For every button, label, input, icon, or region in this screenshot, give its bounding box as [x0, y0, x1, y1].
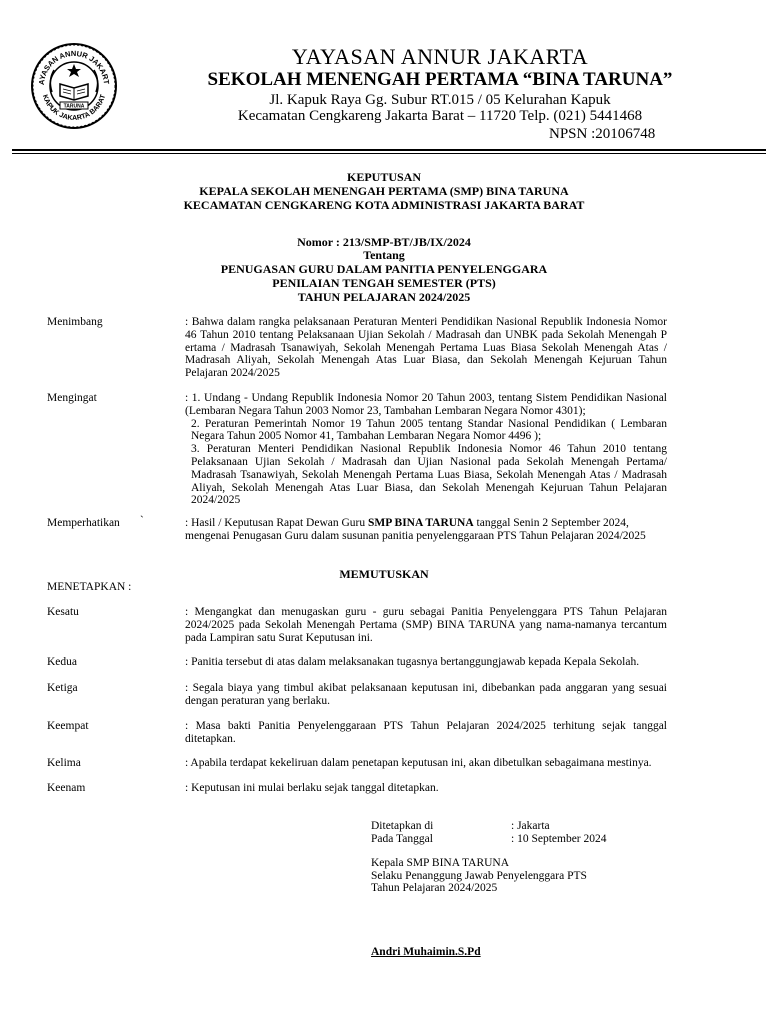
memperhatikan-school: SMP BINA TARUNA — [368, 517, 474, 529]
signatory-roles — [371, 857, 587, 895]
decision-label-kesatu: Kesatu — [47, 606, 79, 618]
school-logo — [30, 42, 118, 130]
signatory-role-1: Kepala SMP BINA TARUNA — [371, 857, 510, 869]
menimbang-text: : Bahwa dalam rangka pelaksanaan Peraturan Menteri Pendidikan Nasional Republik Indonesia Nomor 46 Tahun 2010 tentang Pelaksanaan Ujian Sekolah / Madrasah dan UNBK pada Sekolah Menengah P ertama / Madrasah Tsanawiyah, Sekolah Menengah Pertama Luas Biasa Sekolah Menengah Atas / Madrasah Aliyah, Sekolah Menengah Atas Luar Biasa, dan Sekolah Menengah Kejuruan Tahun Pelajaran 2024/2025 — [185, 316, 667, 380]
memutuskan-heading: MEMUTUSKAN — [339, 567, 429, 581]
subject-line-3: TAHUN PELAJARAN 2024/2025 — [297, 290, 471, 304]
school-name: SEKOLAH MENENGAH PERTAMA “BINA TARUNA” — [207, 69, 673, 90]
mengingat-item-1: : 1. Undang - Undang Republik Indonesia Nomor 20 Tahun 2003, tentang Sistem Pendidikan Nasional (Lembaran Negara Tahun 2003 Nomor 23, Tambahan Lembaran Negara Nomor 4301); — [185, 392, 667, 417]
place-label: Ditetapkan di — [371, 820, 434, 832]
foundation-name: YAYASAN ANNUR JAKARTA — [291, 44, 589, 69]
subject-line-2: PENILAIAN TENGAH SEMESTER (PTS) — [272, 276, 496, 290]
decision-text-kesatu: : Mengangkat dan menugaskan guru - guru sebagai Panitia Penyelenggara PTS Tahun Pelajaran 2024/2025 pada Sekolah Menengah Pertama (SMP) BINA TARUNA yang nama-namanya tercantum pada Lampiran satu Surat Keputusan ini. — [185, 606, 667, 644]
logo-text-top: AYASAN ANNUR JAKART — [36, 48, 111, 86]
decision-label-kelima: Kelima — [47, 757, 81, 769]
decision-label-kedua: Kedua — [47, 656, 78, 668]
subject-line-1: PENUGASAN GURU DALAM PANITIA PENYELENGGARA — [220, 262, 548, 276]
decision-label-keempat: Keempat — [47, 720, 89, 732]
decision-text-kedua: : Panitia tersebut di atas dalam melaksanakan tugasnya bertanggungjawab kepada Kepala Sekolah. — [185, 656, 640, 668]
decision-text-keenam: : Keputusan ini mulai berlaku sejak tanggal ditetapkan. — [185, 782, 439, 794]
decree-region: KECAMATAN CENGKARENG KOTA ADMINISTRASI JAKARTA BARAT — [183, 198, 585, 212]
menetapkan-label: MENETAPKAN : — [47, 581, 132, 593]
date-value: : 10 September 2024 — [511, 832, 607, 845]
logo-banner: TARUNA — [63, 103, 85, 110]
date-row — [371, 833, 607, 846]
mengingat-item-2: 2. Peraturan Pemerintah Nomor 19 Tahun 2005 tentang Standar Nasional Pendidikan ( Lembaran Negara Tahun 2005 Nomor 41, Tambahan Lembaran Negara Nomor 4496 ); — [191, 417, 667, 443]
tentang-label: Tentang — [363, 248, 405, 262]
signatory-role-2: Selaku Penanggung Jawab Penyelenggara PTS — [371, 869, 587, 882]
signatory-name: Andri Muhaimin.S.Pd — [371, 946, 481, 958]
mengingat-list — [185, 392, 667, 507]
place-value: : Jakarta — [511, 820, 550, 832]
logo-text-bottom: KAPUK JAKARTA BARAT — [40, 93, 108, 123]
memperhatikan-text — [185, 517, 655, 543]
decision-text-ketiga: : Segala biaya yang timbul akibat pelaksanaan keputusan ini, dibebankan pada anggaran yang sesuai dengan peraturan yang berlaku. — [185, 682, 667, 707]
address-line-2: Kecamatan Cengkareng Jakarta Barat – 11720 Telp. (021) 5441468 — [237, 108, 643, 124]
letterhead-rule-thin — [12, 153, 766, 154]
decision-text-keempat: : Masa bakti Panitia Penyelenggaraan PTS Tahun Pelajaran 2024/2025 terhitung sejak tanggal ditetapkan. — [185, 720, 667, 745]
signatory-role-3: Tahun Pelajaran 2024/2025 — [371, 882, 498, 895]
decision-text-kelima: : Apabila terdapat kekeliruan dalam penetapan keputusan ini, akan dibetulkan sebagaimana mestinya. — [185, 757, 652, 769]
decision-label-keenam: Keenam — [47, 782, 86, 794]
memperhatikan-label: Memperhatikan — [47, 517, 120, 529]
place-row — [371, 820, 607, 833]
npsn: NPSN :20106748 — [549, 126, 656, 142]
date-label: Pada Tanggal — [371, 832, 433, 845]
letterhead-rule-thick — [12, 149, 766, 151]
memperhatikan-text-end: tanggal Senin 2 September 2024, mengenai Penugasan Guru dalam susunan panitia penyelenggaraan PTS Tahun Pelajaran 2024/2025 — [185, 517, 646, 542]
address-line-1: Jl. Kapuk Raya Gg. Subur RT.015 / 05 Kelurahan Kapuk — [269, 92, 611, 108]
mengingat-item-3: 3. Peraturan Menteri Pendidikan Nasional Republik Indonesia Nomor 46 Tahun 2010 tentang Pelaksanaan Ujian Sekolah / Madrasah dan Ujian Nasional pada Sekolah Menengah Pertama/ Madrasah Tsanawiyah, Sekolah Menengah Pertama Luas Biasa, Sekolah Menengah Atas / Madrasah Aliyah, Sekolah Menengah Atas Luar Biasa, dan Sekolah Menengah Kejuruan Tahun Pelajaran 2024/2025 — [191, 443, 667, 507]
menimbang-label: Menimbang — [47, 316, 103, 328]
memperhatikan-text-start: : Hasil / Keputusan Rapat Dewan Guru — [185, 517, 369, 529]
mengingat-label: Mengingat — [47, 392, 97, 404]
decree-title: KEPUTUSAN — [346, 170, 421, 184]
memperhatikan-mark: ` — [140, 515, 144, 527]
signature-block — [371, 820, 607, 845]
decree-number: Nomor : 213/SMP-BT/JB/IX/2024 — [297, 235, 471, 249]
decision-label-ketiga: Ketiga — [47, 682, 78, 694]
decree-issuer: KEPALA SEKOLAH MENENGAH PERTAMA (SMP) BINA TARUNA — [199, 184, 569, 198]
